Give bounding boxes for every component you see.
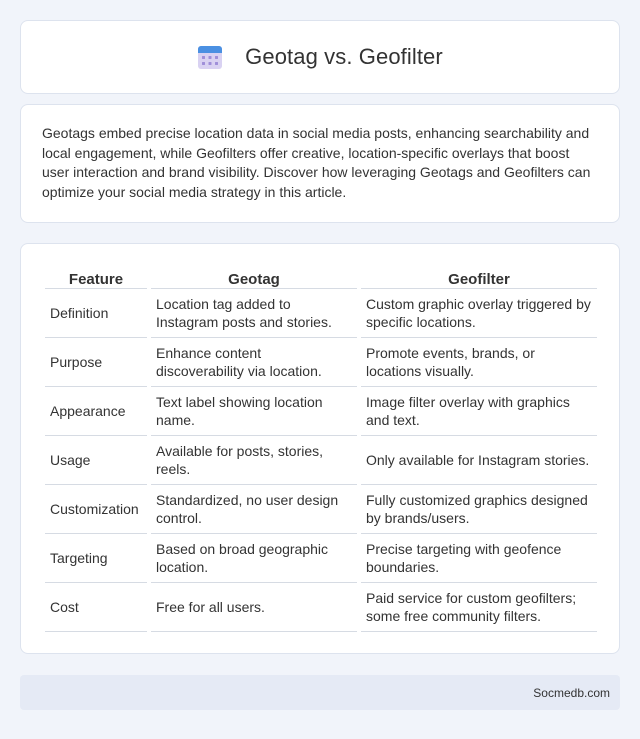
intro-text: Geotags embed precise location data in social media posts, enhancing searchability and local engagement, while Geofilters offer creative, location-specific overlays that boost user interaction and brand visibility. Discover how leveraging Geotags and Geofilters can optimize your social media strategy in this article. [42,125,591,200]
feature-cell: Usage [45,436,147,485]
geofilter-cell: Image filter overlay with graphics and text. [361,387,597,436]
table-row [45,289,597,338]
column-header-geotag: Geotag [151,267,357,289]
table-row [45,387,597,436]
feature-cell: Definition [45,289,147,338]
geofilter-cell: Only available for Instagram stories. [361,436,597,485]
feature-cell: Cost [45,583,147,632]
table-header-row [45,267,597,289]
geotag-cell: Available for posts, stories, reels. [151,436,357,485]
page-title: Geotag vs. Geofilter [245,44,443,69]
geofilter-cell: Paid service for custom geofilters; some free community filters. [361,583,597,632]
feature-cell: Targeting [45,534,147,583]
table-row [45,436,597,485]
geotag-cell: Based on broad geographic location. [151,534,357,583]
comparison-table [41,267,601,632]
footer-bar [20,675,620,710]
geofilter-cell: Fully customized graphics designed by brands/users. [361,485,597,534]
title-card [20,20,620,94]
feature-cell: Purpose [45,338,147,387]
table-row [45,583,597,632]
geotag-cell: Free for all users. [151,583,357,632]
column-header-feature: Feature [45,267,147,289]
geotag-cell: Enhance content discoverability via location. [151,338,357,387]
column-header-geofilter: Geofilter [361,267,597,289]
table-row [45,338,597,387]
footer-site-link[interactable]: Socmedb.com [533,685,610,700]
feature-cell: Appearance [45,387,147,436]
geotag-cell: Text label showing location name. [151,387,357,436]
geofilter-cell: Custom graphic overlay triggered by specific locations. [361,289,597,338]
table-row [45,485,597,534]
geofilter-cell: Promote events, brands, or locations visually. [361,338,597,387]
intro-card [20,104,620,223]
geotag-cell: Standardized, no user design control. [151,485,357,534]
geotag-cell: Location tag added to Instagram posts and stories. [151,289,357,338]
calendar-icon [197,44,223,70]
comparison-card [20,243,620,654]
geofilter-cell: Precise targeting with geofence boundaries. [361,534,597,583]
table-row [45,534,597,583]
feature-cell: Customization [45,485,147,534]
